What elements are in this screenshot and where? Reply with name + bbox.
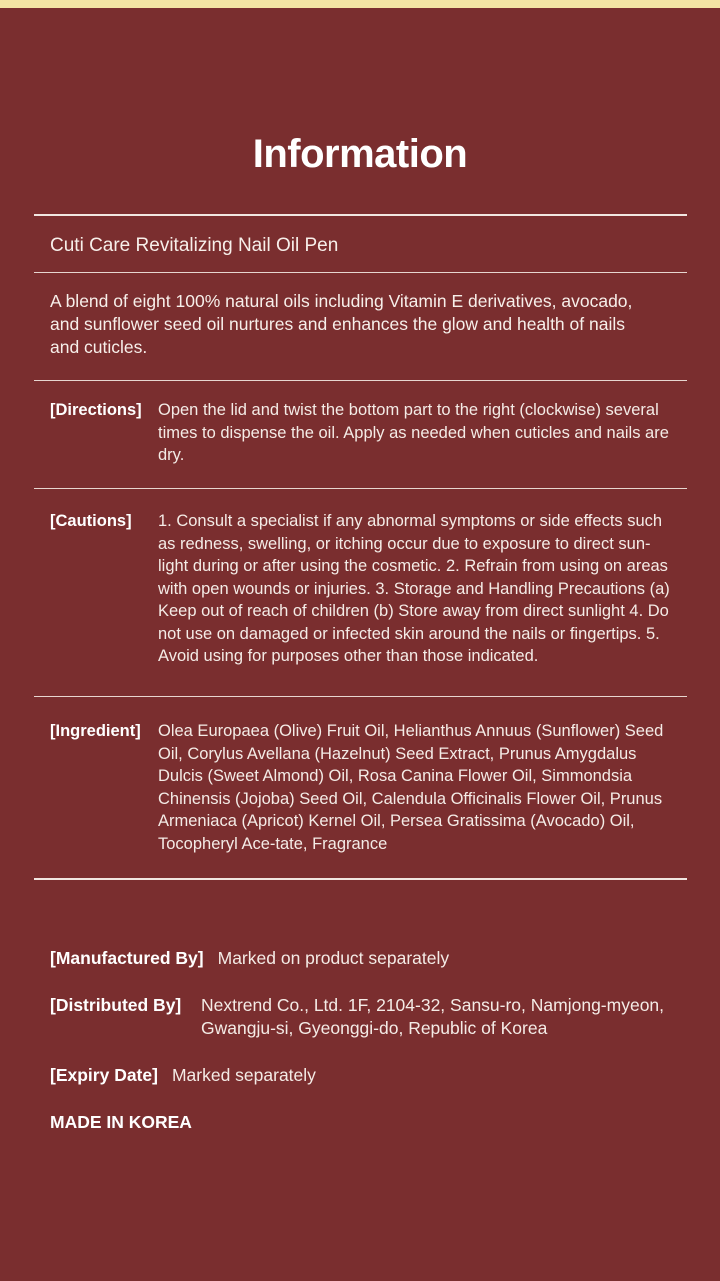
expiry-date-value: Marked separately bbox=[171, 1065, 316, 1085]
distributed-by bbox=[50, 994, 671, 1040]
cautions-label: [Cautions] bbox=[50, 512, 132, 530]
divider-top bbox=[34, 214, 687, 216]
product-name: Cuti Care Revitalizing Nail Oil Pen bbox=[50, 235, 339, 256]
distributed-by-label: [Distributed By] bbox=[50, 995, 182, 1015]
ingredient-text: Olea Europaea (Olive) Fruit Oil, Helianthus Annuus (Sunflower) Seed Oil, Corylus Avellana (Hazelnut) Seed Extract, Prunus Amygdalus Dulcis (Sweet Almond) Oil, Rosa Canina Flower Oil, Simmondsia Chinensis (Jojoba) Seed Oil, Calendula Officinalis Flower Oil, Prunus Armeniaca (Apricot) Kernel Oil, Persea Gratissima (Avocado) Oil, Tocopheryl Ace-tate, Fragrance bbox=[158, 722, 664, 853]
directions-text: Open the lid and twist the bottom part to the right (clockwise) several times to dispense the oil. Apply as needed when cuticles and nails are dry. bbox=[158, 401, 669, 464]
directions-label: [Directions] bbox=[50, 401, 142, 419]
cautions-text: 1. Consult a specialist if any abnormal symptoms or side effects such as redness, swelling, or itching occur due to exposure to direct sun-light during or after using the cosmetic. 2. Refrain from using on areas with open wounds or injuries. 3. Storage and Handling Precautions (a) Keep out of reach of children (b) Store away from direct sunlight 4. Do not use on damaged or infected skin around the nails or fingertips. 5. Avoid using for purposes other than those indicated. bbox=[158, 512, 670, 665]
divider bbox=[34, 696, 687, 697]
page-title: Information bbox=[252, 132, 468, 176]
expiry-date bbox=[50, 1064, 316, 1087]
divider-bottom bbox=[34, 878, 687, 880]
made-in-korea: MADE IN KOREA bbox=[50, 1112, 192, 1132]
ingredient-label: [Ingredient] bbox=[50, 722, 141, 740]
distributed-by-value: Nextrend Co., Ltd. 1F, 2104-32, Sansu-ro, Namjong-myeon, Gwangju-si, Gyeonggi-do, Republic of Korea bbox=[201, 995, 665, 1038]
top-accent-strip bbox=[0, 0, 720, 8]
product-description: A blend of eight 100% natural oils including Vitamin E derivatives, avocado, and sunflower seed oil nurtures and enhances the glow and health of nails and cuticles. bbox=[50, 291, 633, 357]
manufactured-by-value: Marked on product separately bbox=[217, 948, 450, 968]
divider bbox=[34, 488, 687, 489]
divider bbox=[34, 272, 687, 273]
manufactured-by bbox=[50, 947, 449, 970]
expiry-date-label: [Expiry Date] bbox=[50, 1065, 158, 1085]
manufactured-by-label: [Manufactured By] bbox=[50, 948, 204, 968]
divider bbox=[34, 380, 687, 381]
